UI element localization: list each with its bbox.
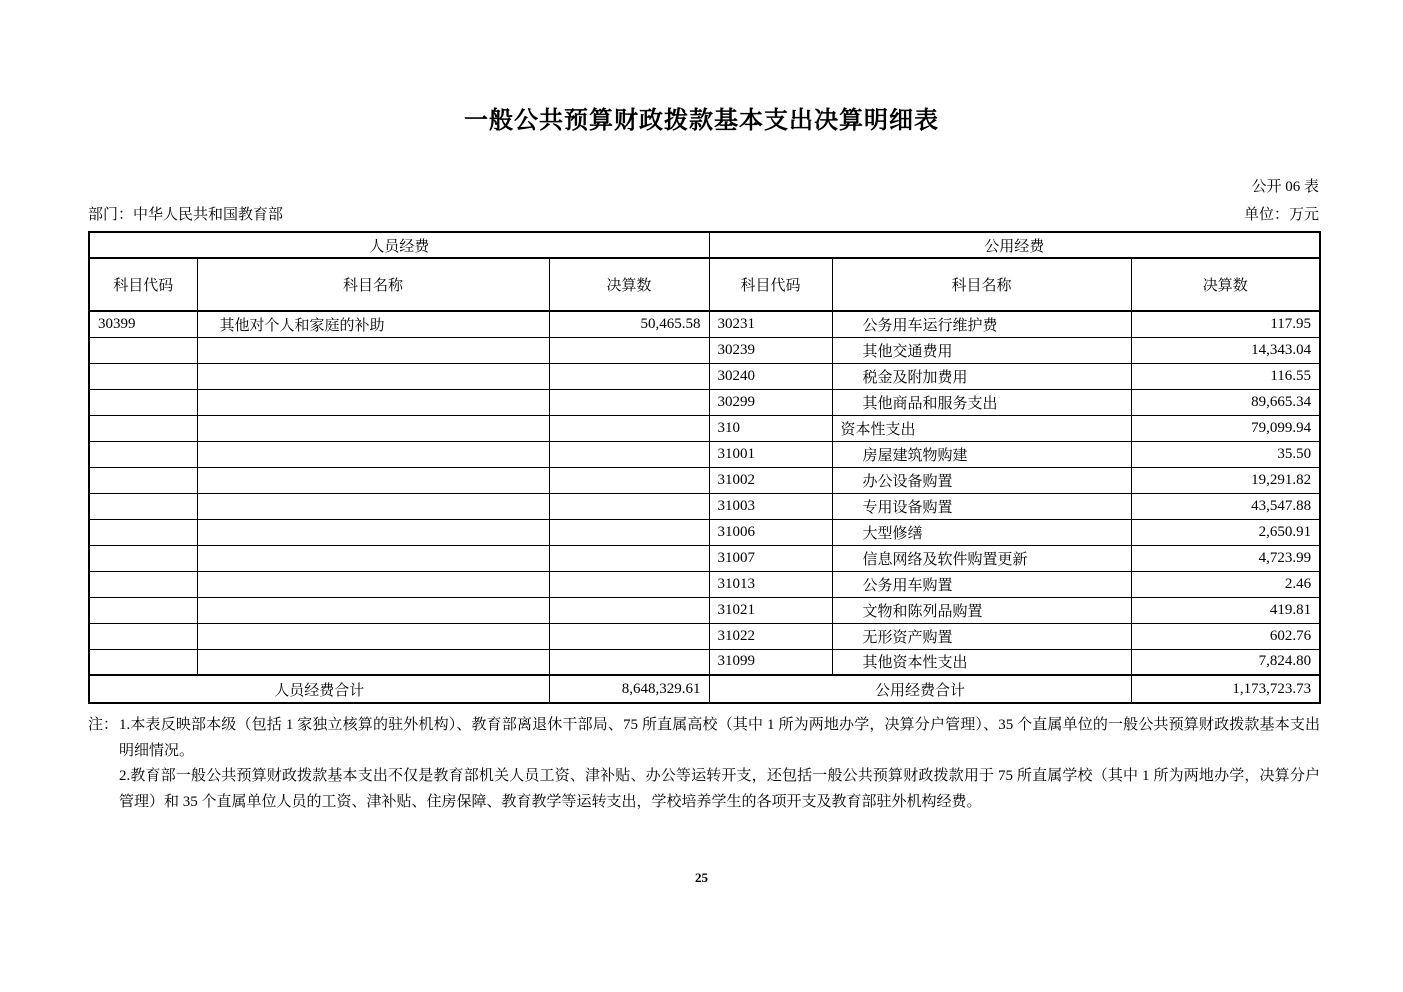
left-code-cell <box>89 623 197 649</box>
left-amount-header: 决算数 <box>549 258 709 311</box>
right-amount-cell: 2.46 <box>1131 571 1320 597</box>
left-code-cell <box>89 571 197 597</box>
left-name-cell <box>197 571 549 597</box>
table-row <box>89 571 1320 597</box>
section-header-row <box>89 232 1320 258</box>
left-amount-cell <box>549 571 709 597</box>
table-row <box>89 337 1320 363</box>
left-code-cell <box>89 545 197 571</box>
left-amount-cell <box>549 389 709 415</box>
left-amount-cell <box>549 493 709 519</box>
left-code-cell <box>89 441 197 467</box>
left-code-cell <box>89 415 197 441</box>
right-code-cell: 30299 <box>709 389 832 415</box>
right-amount-cell: 35.50 <box>1131 441 1320 467</box>
left-amount-cell <box>549 467 709 493</box>
left-name-cell <box>197 597 549 623</box>
right-name-cell: 房屋建筑物购建 <box>832 441 1131 467</box>
right-name-cell: 其他商品和服务支出 <box>832 389 1131 415</box>
left-amount-cell <box>549 363 709 389</box>
table-row <box>89 389 1320 415</box>
page-title: 一般公共预算财政拨款基本支出决算明细表 <box>464 108 939 134</box>
right-amount-cell: 116.55 <box>1131 363 1320 389</box>
column-header-row <box>89 258 1320 311</box>
right-code-cell: 30240 <box>709 363 832 389</box>
right-name-cell: 资本性支出 <box>832 415 1131 441</box>
left-code-header: 科目代码 <box>89 258 197 311</box>
left-code-cell <box>89 519 197 545</box>
right-name-header: 科目名称 <box>832 258 1131 311</box>
right-code-cell: 31021 <box>709 597 832 623</box>
right-code-cell: 31002 <box>709 467 832 493</box>
right-amount-cell: 19,291.82 <box>1131 467 1320 493</box>
right-amount-cell: 7,824.80 <box>1131 649 1320 675</box>
table-row <box>89 545 1320 571</box>
page-number: 25 <box>695 870 708 885</box>
left-name-header: 科目名称 <box>197 258 549 311</box>
notes-prefix: 注： <box>88 717 119 733</box>
right-code-cell: 30239 <box>709 337 832 363</box>
right-amount-cell: 14,343.04 <box>1131 337 1320 363</box>
left-name-cell <box>197 519 549 545</box>
table-row <box>89 519 1320 545</box>
right-name-cell: 税金及附加费用 <box>832 363 1131 389</box>
public-total-amount: 1,173,723.73 <box>1131 675 1320 703</box>
left-amount-cell <box>549 545 709 571</box>
totals-row <box>89 675 1320 703</box>
table-row <box>89 363 1320 389</box>
right-name-cell: 公务用车购置 <box>832 571 1131 597</box>
left-amount-cell: 50,465.58 <box>549 311 709 337</box>
table-row-capital-expenditure <box>89 415 1320 441</box>
right-code-cell: 31022 <box>709 623 832 649</box>
right-name-cell: 文物和陈列品购置 <box>832 597 1131 623</box>
right-amount-cell: 43,547.88 <box>1131 493 1320 519</box>
personnel-total-label: 人员经费合计 <box>89 675 549 703</box>
right-code-cell: 31006 <box>709 519 832 545</box>
note-item-1: 1.本表反映部本级（包括 1 家独立核算的驻外机构）、教育部离退休干部局、75 所直属高校（其中 1 所为两地办学，决算分户管理）、35 个直属单位的一般公共预算财政拨款基本支出明细情况。 <box>119 717 1320 759</box>
right-code-cell: 31001 <box>709 441 832 467</box>
personnel-total-amount: 8,648,329.61 <box>549 675 709 703</box>
left-code-cell <box>89 467 197 493</box>
left-amount-cell <box>549 519 709 545</box>
left-name-cell <box>197 415 549 441</box>
right-code-cell: 31013 <box>709 571 832 597</box>
left-name-cell <box>197 649 549 675</box>
left-amount-cell <box>549 415 709 441</box>
right-name-cell: 专用设备购置 <box>832 493 1131 519</box>
right-amount-cell: 117.95 <box>1131 311 1320 337</box>
right-code-cell: 310 <box>709 415 832 441</box>
left-name-cell <box>197 623 549 649</box>
section-personnel-header: 人员经费 <box>89 232 709 258</box>
left-name-cell <box>197 493 549 519</box>
department-label: 部门：中华人民共和国教育部 <box>88 207 284 223</box>
left-code-cell <box>89 649 197 675</box>
right-code-cell: 31003 <box>709 493 832 519</box>
right-amount-header: 决算数 <box>1131 258 1320 311</box>
left-name-cell <box>197 363 549 389</box>
right-amount-cell: 79,099.94 <box>1131 415 1320 441</box>
right-name-cell: 无形资产购置 <box>832 623 1131 649</box>
right-amount-cell: 2,650.91 <box>1131 519 1320 545</box>
note-item-2: 2.教育部一般公共预算财政拨款基本支出不仅是教育部机关人员工资、津补贴、办公等运转开支，还包括一般公共预算财政拨款用于 75 所直属学校（其中 1 所为两地办学，决算分户管理）和 35 个直属单位人员的工资、津补贴、住房保障、教育教学等运转支出，学校培养学生的各项开支及教育部驻外机构经费。 <box>119 768 1320 810</box>
left-code-cell: 30399 <box>89 311 197 337</box>
budget-detail-table <box>88 231 1321 704</box>
left-amount-cell <box>549 623 709 649</box>
right-code-header: 科目代码 <box>709 258 832 311</box>
right-code-cell: 30231 <box>709 311 832 337</box>
right-code-cell: 31007 <box>709 545 832 571</box>
left-code-cell <box>89 597 197 623</box>
right-name-cell: 大型修缮 <box>832 519 1131 545</box>
table-meta <box>88 175 1319 224</box>
left-code-cell <box>89 363 197 389</box>
left-name-cell: 其他对个人和家庭的补助 <box>197 311 549 337</box>
right-name-cell: 信息网络及软件购置更新 <box>832 545 1131 571</box>
right-amount-cell: 419.81 <box>1131 597 1320 623</box>
table-row <box>89 311 1320 337</box>
notes-section <box>88 713 1320 815</box>
left-amount-cell <box>549 441 709 467</box>
left-name-cell <box>197 337 549 363</box>
unit-label: 单位：万元 <box>1243 207 1319 223</box>
public-total-label: 公用经费合计 <box>709 675 1131 703</box>
left-name-cell <box>197 467 549 493</box>
right-name-cell: 其他资本性支出 <box>832 649 1131 675</box>
right-amount-cell: 89,665.34 <box>1131 389 1320 415</box>
table-code-label: 公开 06 表 <box>1251 179 1319 195</box>
table-row <box>89 493 1320 519</box>
right-code-cell: 31099 <box>709 649 832 675</box>
left-amount-cell <box>549 649 709 675</box>
right-amount-cell: 4,723.99 <box>1131 545 1320 571</box>
left-name-cell <box>197 389 549 415</box>
left-code-cell <box>89 337 197 363</box>
table-row <box>89 597 1320 623</box>
left-name-cell <box>197 441 549 467</box>
table-row <box>89 623 1320 649</box>
right-amount-cell: 602.76 <box>1131 623 1320 649</box>
left-amount-cell <box>549 337 709 363</box>
right-name-cell: 公务用车运行维护费 <box>832 311 1131 337</box>
left-code-cell <box>89 493 197 519</box>
right-name-cell: 办公设备购置 <box>832 467 1131 493</box>
left-name-cell <box>197 545 549 571</box>
table-row <box>89 441 1320 467</box>
table-row <box>89 467 1320 493</box>
left-code-cell <box>89 389 197 415</box>
right-name-cell: 其他交通费用 <box>832 337 1131 363</box>
section-public-header: 公用经费 <box>709 232 1320 258</box>
table-row <box>89 649 1320 675</box>
left-amount-cell <box>549 597 709 623</box>
